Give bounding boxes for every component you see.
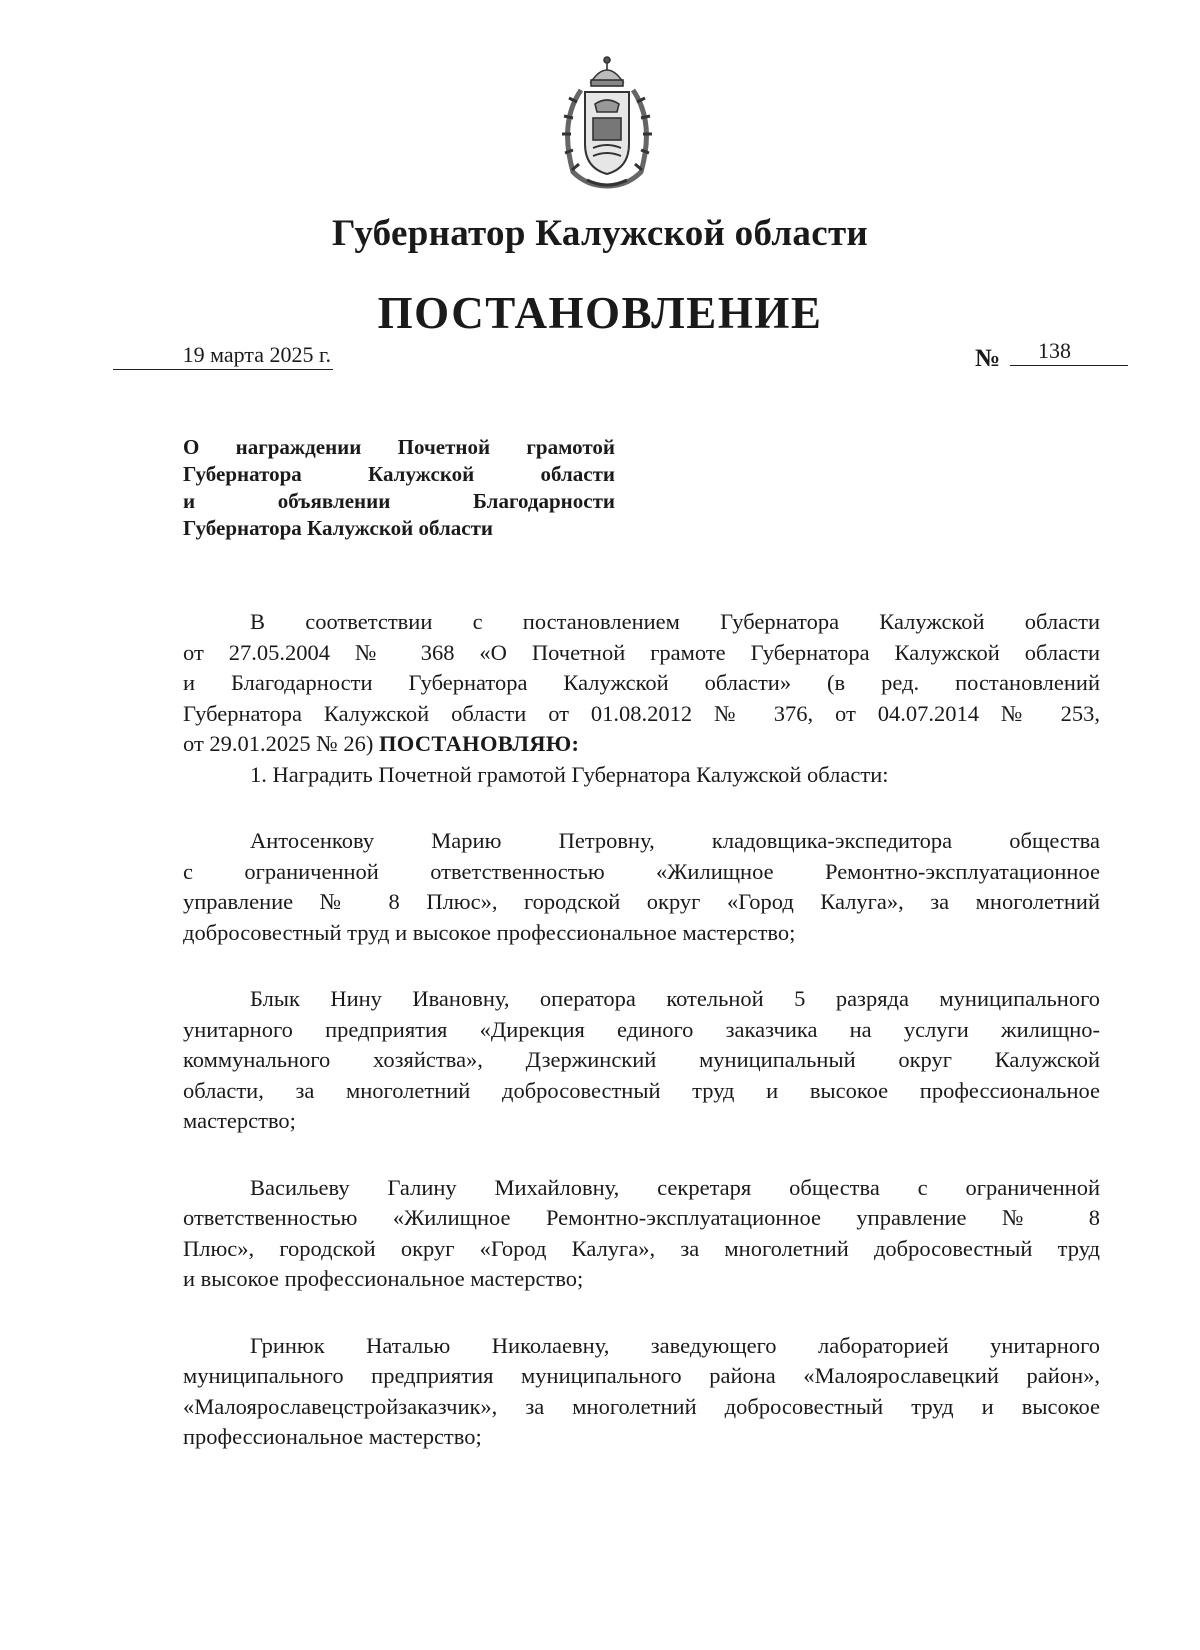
awardee-line: и высокое профессиональное мастерство; (183, 1266, 584, 1291)
awardee-line: области, за многолетний добросовестный труд и высокое профессиональное (183, 1077, 1100, 1103)
document-type-title: ПОСТАНОВЛЕНИЕ (377, 288, 823, 338)
awardee-paragraph (183, 984, 1100, 1137)
document-number: 138 (1010, 337, 1128, 366)
awardee-paragraph (183, 1173, 1100, 1295)
awardee-line: коммунального хозяйства», Дзержинский муниципальный округ Калужской (183, 1047, 1100, 1072)
awardee-line: ответственностью «Жилищное Ремонтно-эксплуатационное управление № 8 (183, 1205, 1100, 1230)
document-body (183, 607, 1100, 1453)
preamble-tail: от 29.01.2025 № 26) (183, 731, 379, 756)
subject-line: О награждении Почетной грамотой (183, 435, 615, 459)
awardee-line: с ограниченной ответственностью «Жилищное Ремонтно-эксплуатационное (183, 858, 1100, 884)
awardee-line: «Малоярославецстройзаказчик», за многолетний добросовестный труд и высокое (183, 1393, 1100, 1419)
awardee-line: Блык Нину Ивановну, оператора котельной 5 разряда муниципального (250, 986, 1100, 1011)
document-date: 19 марта 2025 г. (113, 341, 333, 370)
preamble-line: В соответствии с постановлением Губернатора Калужской области (250, 609, 1100, 634)
awardee-line: управление № 8 Плюс», городской округ «Город Калуга», за многолетний (183, 889, 1100, 914)
awardee-line: Гринюк Наталью Николаевну, заведующего лабораторией унитарного (250, 1332, 1100, 1358)
preamble-line: и Благодарности Губернатора Калужской области» (в ред. постановлений (183, 670, 1100, 695)
subject-line: Губернатора Калужской области (183, 516, 494, 540)
coat-of-arms-emblem (551, 52, 663, 192)
awardee-line: мастерство; (183, 1108, 296, 1133)
awardee-line: добросовестный труд и высокое профессиональное мастерство; (183, 919, 796, 945)
preamble-paragraph (183, 607, 1100, 760)
awardee-line: профессиональное мастерство; (183, 1424, 482, 1449)
preamble-line: Губернатора Калужской области от 01.08.2012 № 376, от 04.07.2014 № 253, (183, 700, 1100, 726)
item-1-paragraph: 1. Наградить Почетной грамотой Губернатора Калужской области: (250, 761, 889, 787)
awardee-line: Васильеву Галину Михайловну, секретаря общества с ограниченной (250, 1174, 1100, 1200)
subject-line: и объявлении Благодарности (183, 489, 615, 513)
issuer-title: Губернатор Калужской области (331, 213, 869, 254)
awardee-paragraph (183, 1331, 1100, 1453)
awardee-line: Плюс», городской округ «Город Калуга», за многолетний добросовестный труд (183, 1235, 1100, 1261)
awardee-line: унитарного предприятия «Дирекция единого заказчика на услуги жилищно- (183, 1016, 1100, 1042)
preamble-line: от 27.05.2004 № 368 «О Почетной грамоте Губернатора Калужской области (183, 639, 1100, 665)
subject-line: Губернатора Калужской области (183, 462, 615, 486)
decree-word: ПОСТАНОВЛЯЮ: (379, 731, 580, 756)
awardee-line: Антосенкову Марию Петровну, кладовщика-экспедитора общества (250, 828, 1100, 853)
number-label: № (975, 345, 1001, 372)
document-subject (183, 434, 615, 542)
awardee-line: муниципального предприятия муниципального района «Малоярославецкий район», (183, 1363, 1100, 1388)
awardee-paragraph (183, 826, 1100, 948)
preamble-line-last (183, 729, 1100, 760)
